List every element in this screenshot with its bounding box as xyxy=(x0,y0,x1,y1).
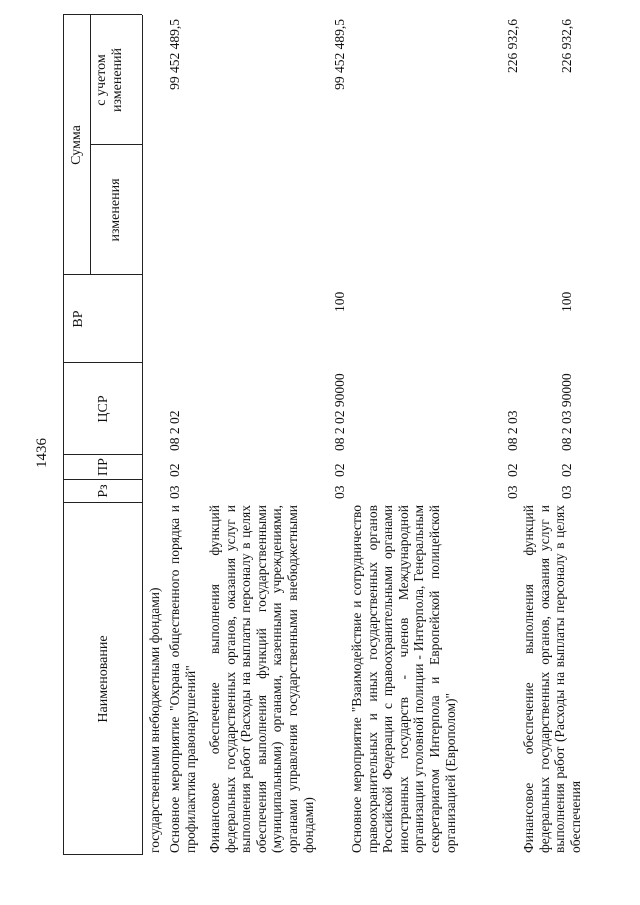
row-name: Финансовое обеспечение выполнения функций федеральных государственных органов, оказания услуг и выполнения работ (Расходы на выплаты персоналу в целях обеспечения выполнения функций государственными (муниципальными) органами, казенными учреждениями, органами управления государственными внебюджетными фондами) xyxy=(207,505,316,853)
row-sum-with-changes: 99 452 489,5 xyxy=(332,19,347,90)
row-rz: 03 xyxy=(332,485,347,499)
row-csr: 08 2 03 xyxy=(505,410,520,451)
header-vr: ВР xyxy=(71,310,86,328)
row-sum-with-changes: 226 932,6 xyxy=(559,19,574,73)
sum-subheader-border xyxy=(90,15,91,275)
header-with-changes-line1: с учетом xyxy=(94,54,109,106)
row-rz: 03 xyxy=(167,485,182,499)
row-name: Основное мероприятие "Взаимодействие и сотрудничество правоохранительных и иных государственных органов Российской Федерации с правоохранительными органами иностранных государств - членов Международной организации уголовной полиции - Интерпола, Генеральным секретариатом Интерпола и Европейской полицейской организацией (Европолом)" xyxy=(349,505,458,853)
row-pr: 02 xyxy=(505,463,520,477)
row-rz: 03 xyxy=(505,485,520,499)
row-csr: 08 2 02 xyxy=(167,410,182,451)
header-with-changes-line2: изменений xyxy=(110,47,125,113)
header-csr: ЦСР xyxy=(96,395,111,423)
header-pr: ПР xyxy=(96,458,111,476)
row-pr: 02 xyxy=(332,463,347,477)
row-sum-with-changes: 99 452 489,5 xyxy=(167,19,182,90)
row-name: государственными внебюджетными фондами) xyxy=(147,587,162,853)
header-name: Наименование xyxy=(96,635,111,723)
row-name: Финансовое обеспечение выполнения функций федеральных государственных органов, оказания услуг и выполнения работ (Расходы на выплаты персоналу в целях обеспечения xyxy=(521,505,583,853)
row-pr: 02 xyxy=(559,463,574,477)
row-vr: 100 xyxy=(559,291,574,312)
row-name: Основное мероприятие "Охрана общественного порядка и профилактика правонарушений" xyxy=(167,505,198,853)
row-csr: 08 2 03 90000 xyxy=(559,373,574,451)
row-vr: 100 xyxy=(332,291,347,312)
header-rz: Рз xyxy=(96,484,111,498)
header-changes: изменения xyxy=(108,178,123,242)
page-number: 1436 xyxy=(34,438,50,468)
row-csr: 08 2 02 90000 xyxy=(332,373,347,451)
header-sum: Сумма xyxy=(69,125,84,165)
budget-table xyxy=(63,15,583,855)
header-bottom-border xyxy=(142,15,143,855)
table-top-border xyxy=(63,15,64,855)
row-sum-with-changes: 226 932,6 xyxy=(505,19,520,73)
row-rz: 03 xyxy=(559,485,574,499)
row-pr: 02 xyxy=(167,463,182,477)
